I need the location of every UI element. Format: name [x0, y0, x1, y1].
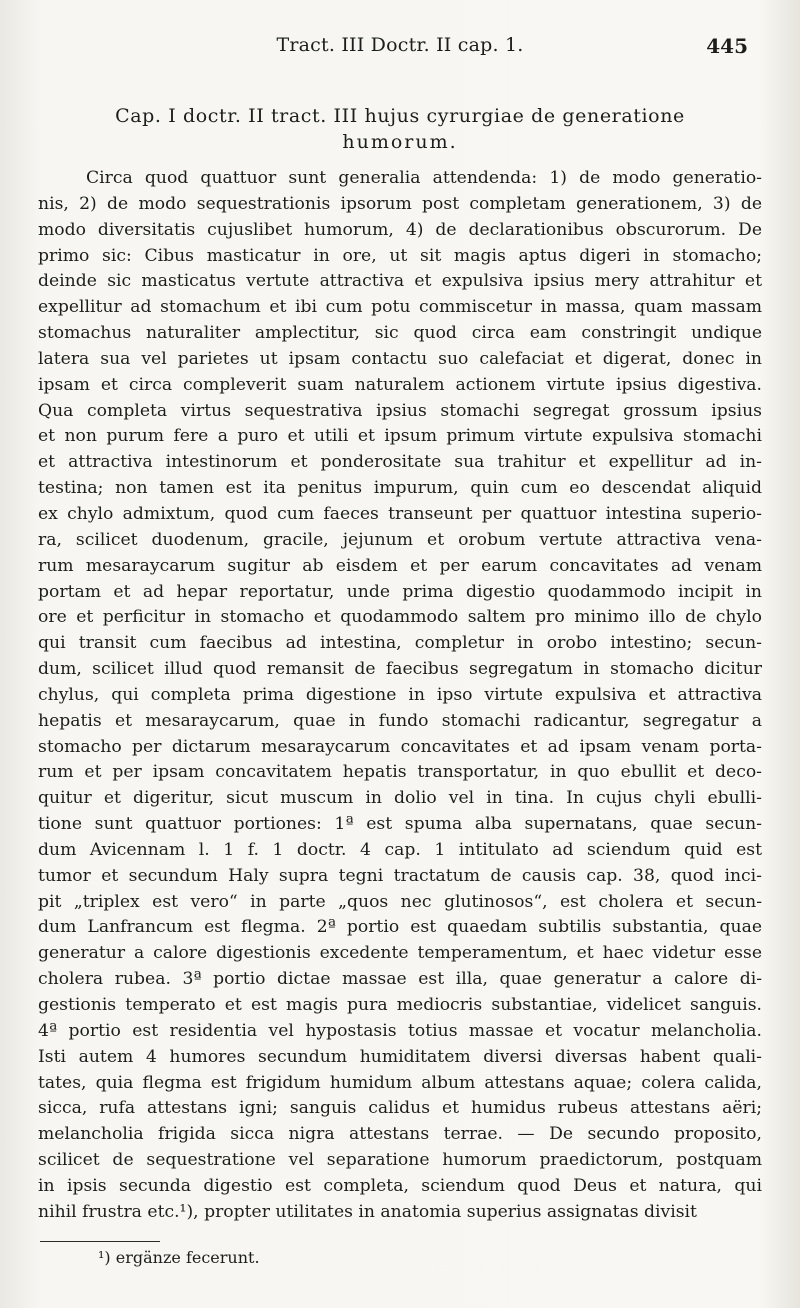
body-line: et attractiva intestinorum et ponderositate sua trahitur et expellitur ad in- — [38, 452, 762, 473]
chapter-heading-line-2: humorum. — [342, 131, 458, 153]
body-line: ore et perficitur in stomacho et quodammodo saltem pro minimo illo de chylo — [38, 607, 762, 628]
body-line: chylus, qui completa prima digestione in ipso virtute expulsiva et attractiva — [38, 684, 762, 705]
body-line: 4ª portio est residentia vel hypostasis totius massae et vocatur melancholia. — [38, 1020, 762, 1041]
body-line: ex chylo admixtum, quod cum faeces transeunt per quattuor intestina superio- — [38, 503, 762, 524]
footnote-rule — [40, 1241, 160, 1242]
chapter-heading-line-1: Cap. I doctr. II tract. III hujus cyrurgiae de generatione — [115, 105, 685, 127]
body-line: hepatis et mesaraycarum, quae in fundo stomachi radicantur, segregatur a — [38, 710, 762, 731]
body-line: Circa quod quattuor sunt generalia attendenda: 1) de modo generatio- — [86, 168, 762, 188]
running-head — [40, 34, 760, 60]
body-line: scilicet de sequestratione vel separatione humorum praedictorum, postquam — [38, 1150, 762, 1171]
body-line: tates, quia flegma est frigidum humidum album attestans aquae; colera calida, — [38, 1072, 762, 1093]
footnote-marker: ¹) — [98, 1248, 111, 1267]
body-line: nihil frustra etc.¹), propter utilitates in anatomia superius assignatas divisit — [38, 1201, 697, 1222]
body-line: portam et ad hepar reportatur, unde prima digestio quodammodo incipit in — [38, 581, 762, 602]
body-line: cholera rubea. 3ª portio dictae massae est illa, quae generatur a calore di- — [38, 969, 762, 990]
body-line: rum mesaraycarum sugitur ab eisdem et per earum concavitates ad venam — [38, 555, 762, 576]
body-line: Isti autem 4 humores secundum humiditatem diversi diversas habent quali- — [38, 1046, 762, 1067]
page-number: 445 — [706, 34, 748, 58]
body-line: testina; non tamen est ita penitus impurum, quin cum eo descendat aliquid — [38, 478, 762, 499]
body-line: nis, 2) de modo sequestrationis ipsorum post completam generationem, 3) de — [38, 193, 762, 214]
body-line: tione sunt quattuor portiones: 1ª est spuma alba supernatans, quae secun- — [38, 814, 762, 835]
body-line: stomachus naturaliter amplectitur, sic quod circa eam constringit undique — [38, 323, 762, 344]
body-line: gestionis temperato et est magis pura mediocris substantiae, videlicet sanguis. — [38, 995, 762, 1015]
body-line: modo diversitatis cujuslibet humorum, 4) de declarationibus obscurorum. De — [38, 219, 762, 240]
footnote — [98, 1247, 260, 1269]
body-line: in ipsis secunda digestio est completa, sciendum quod Deus et natura, qui — [38, 1175, 762, 1196]
body-line: Qua completa virtus sequestrativa ipsius stomachi segregat grossum ipsius — [38, 400, 762, 421]
body-line: tumor et secundum Haly supra tegni tractatum de causis cap. 38, quod inci- — [38, 865, 762, 886]
chapter-heading — [60, 103, 740, 155]
body-line: dum Avicennam l. 1 f. 1 doctr. 4 cap. 1 intitulato ad sciendum quid est — [38, 839, 762, 860]
body-line: stomacho per dictarum mesaraycarum concavitates et ad ipsam venam porta- — [38, 736, 762, 757]
body-line: expellitur ad stomachum et ibi cum potu commiscetur in massa, quam massam — [38, 297, 762, 318]
body-line: ipsam et circa compleverit suam naturalem actionem virtute ipsius digestiva. — [38, 374, 762, 395]
body-text — [38, 166, 762, 1226]
body-line: melancholia frigida sicca nigra attestans terrae. — De secundo proposito, — [38, 1124, 762, 1145]
body-line: qui transit cum faecibus ad intestina, completur in orobo intestino; secun- — [38, 633, 762, 654]
footnote-text: ergänze fecerunt. — [115, 1248, 260, 1267]
body-line: et non purum fere a puro et utili et ipsum primum virtute expulsiva stomachi — [38, 426, 762, 447]
body-line: rum et per ipsam concavitatem hepatis transportatur, in quo ebullit et deco- — [38, 762, 762, 783]
body-line: ra, scilicet duodenum, gracile, jejunum et orobum vertute attractiva vena- — [38, 529, 762, 550]
body-line: pit „triplex est vero“ in parte „quos nec glutinosos“, est cholera et secun- — [38, 891, 762, 912]
body-line: quitur et digeritur, sicut muscum in dolio vel in tina. In cujus chyli ebulli- — [38, 788, 762, 809]
body-line: primo sic: Cibus masticatur in ore, ut sit magis aptus digeri in stomacho; — [38, 245, 762, 266]
body-line: generatur a calore digestionis excedente temperamentum, et haec videtur esse — [38, 943, 762, 964]
body-line: latera sua vel parietes ut ipsam contactu suo calefaciat et digerat, donec in — [38, 348, 762, 369]
body-line: dum Lanfrancum est flegma. 2ª portio est quaedam subtilis substantia, quae — [38, 917, 762, 938]
running-title: Tract. III Doctr. II cap. 1. — [276, 34, 524, 56]
body-line: deinde sic masticatus vertute attractiva et expulsiva ipsius mery attrahitur et — [38, 271, 762, 292]
body-line: sicca, rufa attestans igni; sanguis calidus et humidus rubeus attestans aëri; — [38, 1098, 762, 1119]
body-line: dum, scilicet illud quod remansit de faecibus segregatum in stomacho dicitur — [38, 659, 762, 680]
